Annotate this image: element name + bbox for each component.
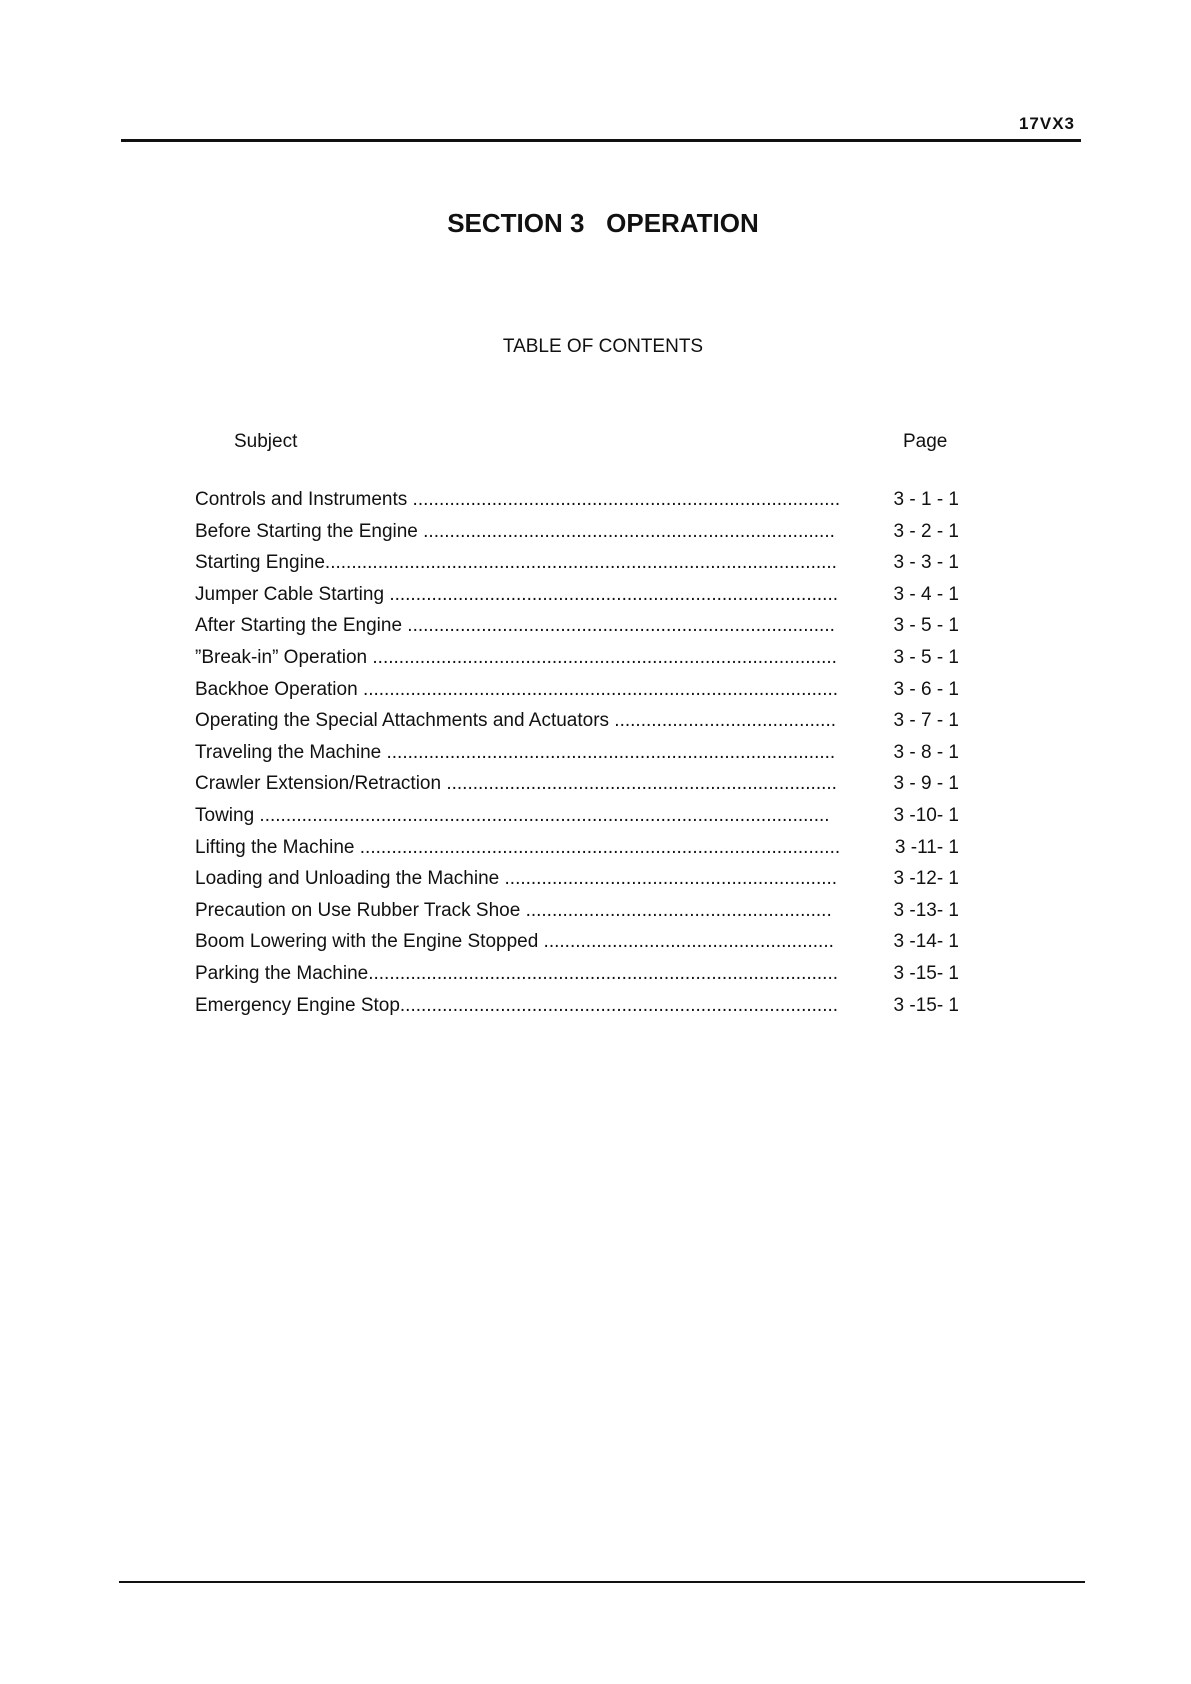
footer-rule (119, 1581, 1085, 1583)
toc-entry-page: 3 -10- 1 (893, 804, 959, 826)
toc-entry-page: 3 - 5 - 1 (893, 646, 959, 668)
toc-heading: TABLE OF CONTENTS (502, 336, 704, 357)
page-column-header: Page (903, 431, 948, 452)
toc-entry-title: Before Starting the Engine .............................................................................. (195, 520, 835, 542)
toc-entry[interactable] (195, 868, 965, 900)
toc-entry[interactable] (195, 647, 965, 679)
toc-list (195, 489, 965, 1026)
toc-entry-page: 3 - 5 - 1 (893, 615, 959, 637)
toc-entry-page: 3 - 2 - 1 (893, 520, 959, 542)
toc-entry-title: Emergency Engine Stop................................................................................... (195, 994, 839, 1016)
toc-entry[interactable] (195, 963, 965, 995)
toc-entry-title: Lifting the Machine ........................................................................................... (195, 836, 841, 858)
toc-entry-page: 3 - 9 - 1 (893, 773, 959, 795)
toc-entry[interactable] (195, 710, 965, 742)
toc-entry-page: 3 - 1 - 1 (893, 489, 959, 510)
toc-entry[interactable] (195, 552, 965, 584)
toc-entry-title: Jumper Cable Starting ..................................................................................... (195, 583, 839, 605)
section-title: SECTION 3 OPERATION (447, 208, 759, 238)
toc-entry-page: 3 - 4 - 1 (893, 583, 959, 605)
toc-entry-title: Controls and Instruments ................................................................................. (195, 489, 841, 510)
toc-entry-title: Towing ............................................................................................................ (195, 804, 830, 826)
toc-entry[interactable] (195, 931, 965, 963)
toc-entry-title: Starting Engine................................................................................................. (195, 552, 837, 574)
toc-entry[interactable] (195, 995, 965, 1027)
toc-entry[interactable] (195, 900, 965, 932)
toc-entry-page: 3 -13- 1 (893, 899, 959, 921)
toc-entry-page: 3 -15- 1 (893, 994, 959, 1016)
toc-entry-page: 3 - 6 - 1 (893, 678, 959, 700)
toc-entry-title: Operating the Special Attachments and Actuators .......................................... (195, 710, 837, 732)
toc-entry-title: Loading and Unloading the Machine ............................................................... (195, 868, 838, 890)
toc-entry-title: After Starting the Engine ................................................................................. (195, 615, 835, 637)
toc-entry-page: 3 - 8 - 1 (893, 741, 959, 763)
toc-entry-title: Backhoe Operation .......................................................................................... (195, 678, 839, 700)
header-rule (121, 139, 1081, 142)
toc-entry-title: ”Break-in” Operation ........................................................................................ (195, 646, 837, 668)
toc-entry-page: 3 - 7 - 1 (893, 710, 959, 732)
toc-entry-page: 3 -14- 1 (893, 931, 959, 953)
toc-entry[interactable] (195, 584, 965, 616)
toc-entry-title: Precaution on Use Rubber Track Shoe .......................................................... (195, 899, 832, 921)
toc-entry-title: Crawler Extension/Retraction .......................................................................... (195, 773, 837, 795)
toc-entry-page: 3 -11- 1 (894, 836, 959, 858)
toc-entry[interactable] (195, 805, 965, 837)
toc-entry-page: 3 -15- 1 (893, 962, 959, 984)
document-code: 17VX3 (1018, 114, 1075, 133)
toc-entry[interactable] (195, 521, 965, 553)
toc-entry-page: 3 - 3 - 1 (893, 552, 959, 574)
toc-entry[interactable] (195, 742, 965, 774)
toc-entry-title: Boom Lowering with the Engine Stopped ....................................................... (195, 931, 834, 953)
toc-entry[interactable] (195, 773, 965, 805)
toc-entry-title: Traveling the Machine ..................................................................................... (195, 741, 836, 763)
toc-entry[interactable] (195, 679, 965, 711)
subject-column-header: Subject (234, 431, 298, 452)
toc-entry-title: Parking the Machine......................................................................................... (195, 962, 839, 984)
toc-entry[interactable] (195, 837, 965, 869)
toc-entry[interactable] (195, 489, 965, 521)
toc-entry[interactable] (195, 615, 965, 647)
toc-entry-page: 3 -12- 1 (893, 868, 959, 890)
